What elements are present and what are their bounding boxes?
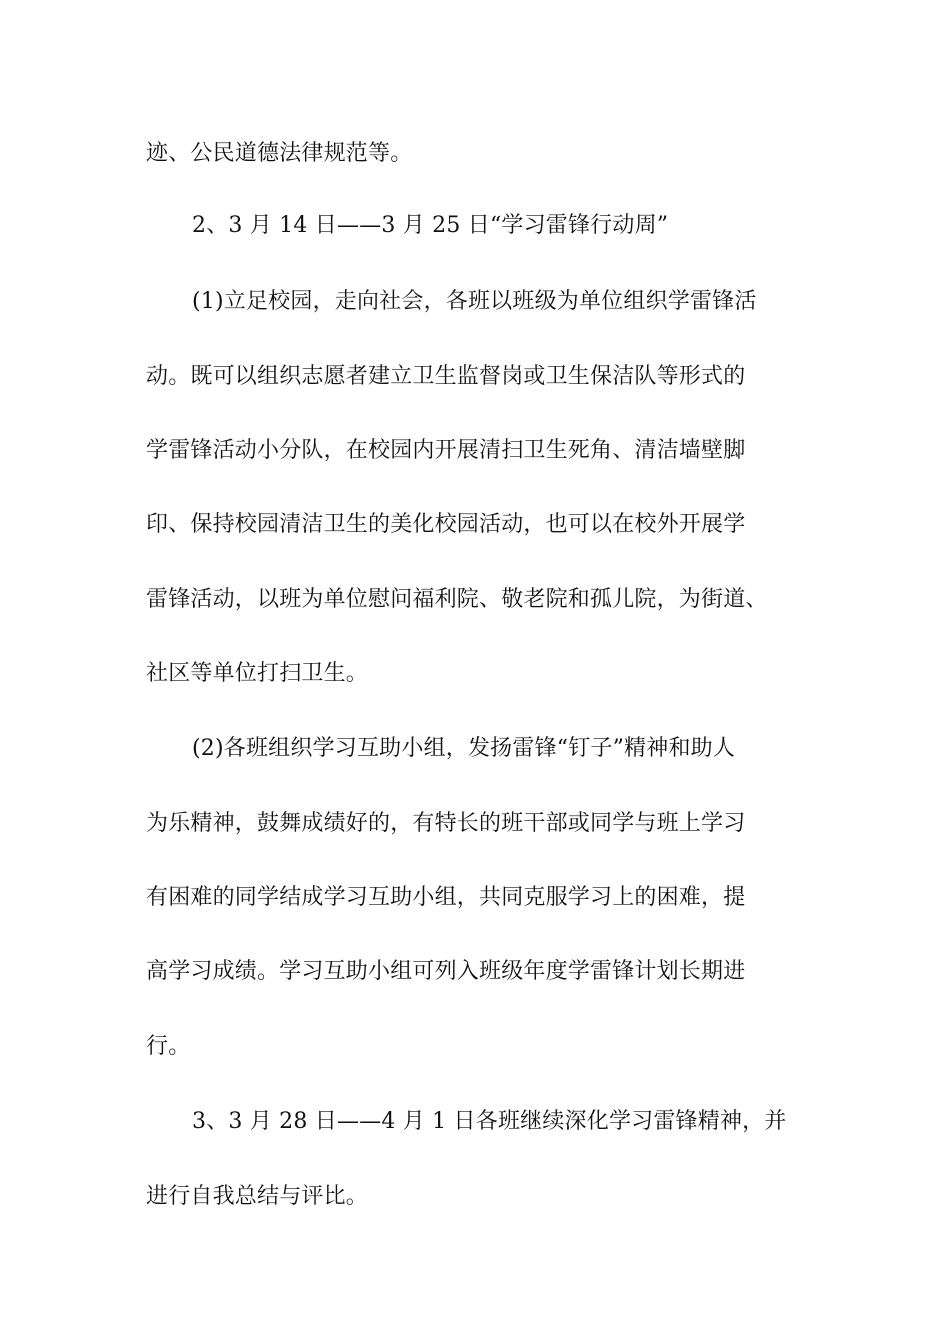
text-line-12: 高学习成绩。学习互助小组可列入班级年度学雷锋计划长期进 [146,959,746,984]
text-line-1: 迹、公民道德法律规范等。 [146,141,413,166]
section-3-heading: 3、3 月 28 日——4 月 1 日各班继续深化学习雷锋精神，并 [192,1109,787,1134]
text-line-3: (1)立足校园，走向社会，各班以班级为单位组织学雷锋活 [192,289,757,314]
text-line-5: 学雷锋活动小分队，在校园内开展清扫卫生死角、清洁墙壁脚 [146,438,746,463]
text-line-15: 进行自我总结与评比。 [146,1184,369,1209]
text-line-10: 为乐精神，鼓舞成绩好的，有特长的班干部或同学与班上学习 [146,811,746,836]
text-line-9: (2)各班组织学习互助小组，发扬雷锋“钉子”精神和助人 [192,736,736,761]
text-line-11: 有困难的同学结成学习互助小组，共同克服学习上的困难，提 [146,885,746,910]
section-2-heading: 2、3 月 14 日——3 月 25 日“学习雷锋行动周” [192,213,669,238]
text-line-4: 动。既可以组织志愿者建立卫生监督岗或卫生保洁队等形式的 [146,364,746,389]
text-line-6: 印、保持校园清洁卫生的美化校园活动，也可以在校外开展学 [146,512,746,537]
text-line-7: 雷锋活动，以班为单位慰问福利院、敬老院和孤儿院，为街道、 [146,587,768,612]
text-line-13: 行。 [146,1034,191,1059]
text-line-8: 社区等单位打扫卫生。 [146,661,369,686]
